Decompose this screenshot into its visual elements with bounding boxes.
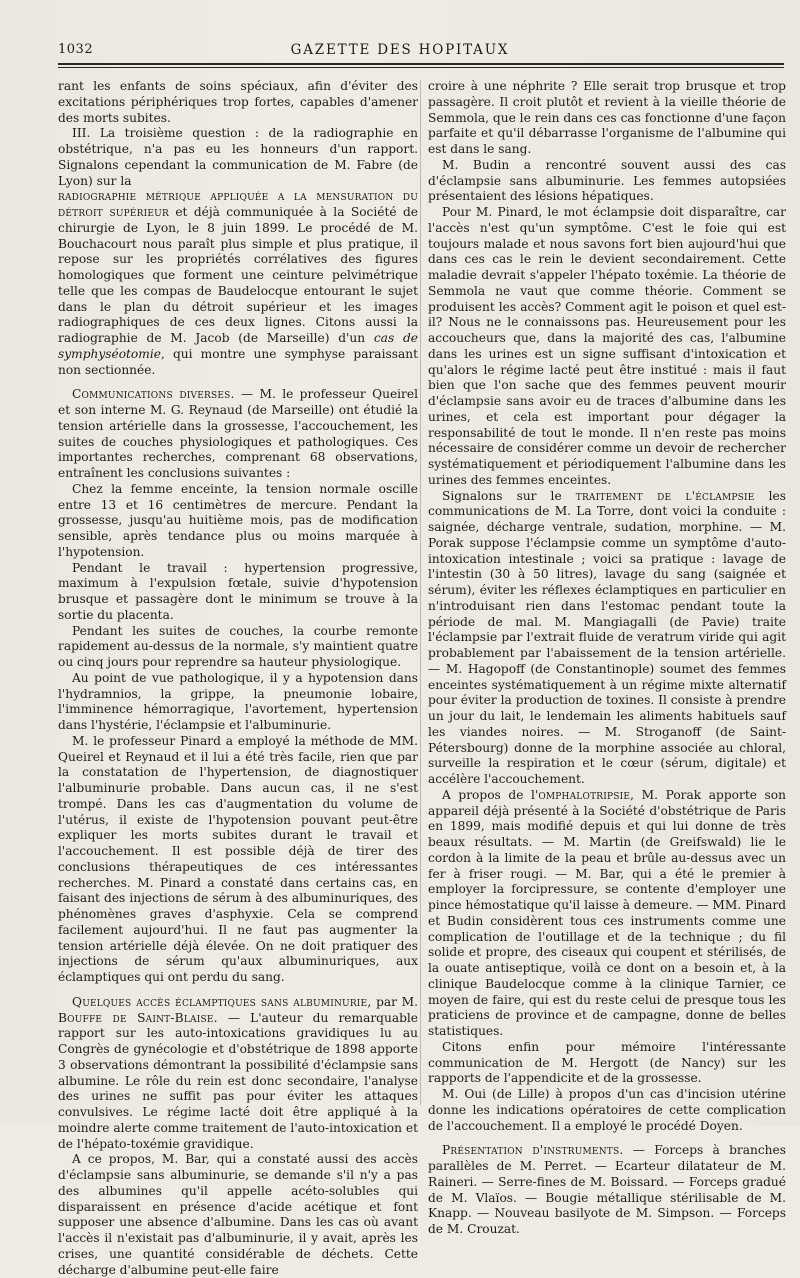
text-run: A propos de l' [442, 787, 539, 802]
text-run: , M. Porak apporte son appareil déjà présenté à la Société d'obstétrique de Paris en 1899, mais modifié depuis et qui lui donne de très beaux résultats. — M. Martin (de Greifswald) lie le cordon à la limite de la peau et brûle au-dessus avec un fer à friser rougi. — M. Bar, qui a été le premier à employer la forcipressure, se contente d'employer une pince hémostatique qu'il laisse à demeure. — MM. Pinard et Budin considèrent tous ces instruments comme une complication de l'outillage et de la technique ; du fil solide et propre, des ciseaux qui coupent et stérilisés, de la ouate antiseptique, voilà ce dont on a besoin et, à la clinique Baudelocque comme à la clinique Tarnier, ce moyen de faire, qui est du reste celui de presque tous les praticiens de province et de campagne, donne de belles statistiques. [428, 787, 786, 1038]
left-column [58, 79, 418, 1278]
header-rule-thick [58, 63, 784, 65]
page-number: 1032 [58, 42, 94, 57]
right-column [428, 79, 786, 1238]
small-caps-heading: Bouffe de Saint-Blaise. [58, 1010, 218, 1025]
small-caps-heading: Communications diverses. [72, 387, 235, 402]
small-caps-heading: Présentation d'instruments. [442, 1143, 624, 1158]
text-run: et déjà communiquée à la Société de chirurgie de Lyon, le 8 juin 1899. Le procédé de M. Bouchacourt nous paraît plus simple et plus pratique, il repose sur les propriétés corrélatives des figures homologiques que forment une ceinture pelvimétrique telle que les compas de Baudelocque entourant le sujet dans le plan du détroit supérieur et les images radiographiques de ces deux lignes. Citons aussi la radiographie de M. Jacob (de Marseille) d'un [58, 205, 418, 345]
text-run: — M. le professeur Queirel et son interne M. G. Reynaud (de Marseille) ont étudié la tension artérielle dans la grossesse, l'accouchement, les suites de couches physiologiques et pathologiques. Ces importantes recherches, comprenant 68 observations, entraînent les conclusions suivantes : [58, 387, 418, 480]
paragraph: M. Oui (de Lille) à propos d'un cas d'incision utérine donne les indications opératoires de cette complication de l'accouchement. Il a employé le procédé Doyen. [428, 1087, 786, 1133]
paragraph: M. Budin a rencontré souvent aussi des cas d'éclampsie sans albuminurie. Les femmes autopsiées présentaient des lésions hépatiques. [428, 157, 786, 204]
paragraph [428, 489, 786, 788]
paragraph [58, 189, 418, 378]
header-rule-thin [58, 67, 784, 68]
paragraph: Chez la femme enceinte, la tension normale oscille entre 13 et 16 centimètres de mercure. Pendant la grossesse, jusqu'au huitième mois, pas de modification sensible, après tendance plus ou moins marquée à l'hypotension. [58, 481, 418, 559]
text-run: , qui montre une symphyse paraissant non sectionnée. [58, 346, 418, 377]
small-caps-heading: radiographie métrique appliquée a la mensuration du détroit supérieur [58, 189, 418, 219]
paragraph [428, 788, 786, 1040]
text-run: — Forceps à branches parallèles de M. Perret. — Ecarteur dilatateur de M. Raineri. — Serre-fines de M. Boissard. — Forceps gradué de M. Vlaïos. — Bougie métallique stérilisable de M. Knapp. — Nouveau basilyote de M. Simpson. — Forceps de M. Crouzat. [428, 1143, 786, 1236]
paragraph: A ce propos, M. Bar, qui a constaté aussi des accès d'éclampsie sans albuminurie, se demande s'il n'y a pas des albumines qu'il appelle acéto-solubles qui disparaissent en présence d'acide acétique et font supposer une absence d'albumine. Dans les cas où avant l'accès il n'existait pas d'albuminurie, il y avait, après les crises, une quantité considérable de déchets. Cette décharge d'albumine peut-elle faire [58, 1152, 418, 1277]
journal-title: GAZETTE DES HOPITAUX [290, 42, 510, 58]
column-divider [420, 80, 421, 1105]
small-caps-heading: omphalotripsie [538, 787, 631, 802]
page-header [0, 40, 800, 60]
paragraph: croire à une néphrite ? Elle serait trop brusque et trop passagère. Il croit plutôt et revient à la vieille théorie de Semmola, que le rein dans ces cas fonctionne d'une façon parfaite et qu'il débarrasse l'organisme de l'albumine qui est dans le sang. [428, 79, 786, 156]
text-run: les communications de M. La Torre, dont voici la conduite : saignée, décharge ventrale, sudation, morphine. — M. Porak suppose l'éclampsie comme un symptôme d'auto-intoxication intestinale ; voici sa pratique : lavage de l'intestin (30 à 50 litres), lavage du sang (saignée et sérum), éviter les réflexes éclamptiques en particulier en n'introduisant rien dans l'estomac pendant toute la période de mal. M. Mangiagalli (de Pavie) traite l'éclampsie par l'extrait fluide de veratrum viride qui agit probablement par l'abaissement de la tension artérielle. — M. Hagopoff (de Constantinople) soumet des femmes enceintes systématiquement à un régime mixte alternatif pour éviter la production de toxines. Il consiste à prendre un jour du lait, le lendemain les aliments habituels sauf les viandes noires. — M. Stroganoff (de Saint-Pétersbourg) donne de la morphine associée au chloral, surveille la respiration et le cœur (sérum, digitale) et accélère l'accouchement. [428, 488, 786, 786]
text-run: par M. [371, 994, 418, 1009]
paragraph: M. le professeur Pinard a employé la méthode de MM. Queirel et Reynaud et il lui a été très facile, rien que par la constatation de l'hypertension, de diagnostiquer l'albuminurie probable. Dans aucun cas, il ne s'est trompé. Dans les cas d'augmentation du volume de l'utérus, il existe de l'hypotension pouvant peut-être expliquer les morts subites durant le travail et l'accouchement. Il est possible déjà de tirer des conclusions thérapeutiques de ces intéressantes recherches. M. Pinard a constaté dans certains cas, en faisant des injections de sérum à des albuminuriques, des phénomènes graves d'asphyxie. Cela se comprend facilement aujourd'hui. Il ne faut pas augmenter la tension artérielle déjà élevée. On ne doit pratiquer des injections de sérum qu'aux albuminuriques, aux éclamptiques qui ont perdu du sang. [58, 733, 418, 984]
paragraph [428, 1143, 786, 1238]
small-caps-heading: traitement de l'éclampsie [575, 488, 755, 503]
paragraph: Citons enfin pour mémoire l'intéressante communication de M. Hergott (de Nancy) sur les rapports de l'appendicite et de la grossesse. [428, 1039, 786, 1086]
text-run: Signalons sur le [442, 488, 576, 503]
paragraph: Pendant les suites de couches, la courbe remonte rapidement au-dessus de la normale, s'y maintient quatre ou cinq jours pour reprendre sa hauteur physiologique. [58, 623, 418, 669]
small-caps-heading: Quelques accès éclamptiques sans albuminurie, [72, 994, 372, 1009]
paragraph: Pour M. Pinard, le mot éclampsie doit disparaître, car l'accès n'est qu'un symptôme. C'est le foie qui est toujours malade et nous savons fort bien aujourd'hui que dans ces cas le rein le devient secondairement. Cette maladie devrait s'appeler l'hépato toxémie. La théorie de Semmola ne vaut que comme théorie. Comment se produisent les accès? Comment agit le poison et quel est-il? Nous ne le connaissons pas. Heureusement pour les accoucheurs que, dans la majorité des cas, l'albumine dans les urines est un signe suffisant d'intoxication et qu'alors le régime lacté peut être institué : mais il faut bien que l'on sache que des femmes peuvent mourir d'éclampsie sans avoir eu de traces d'albumine dans les urines, et cela est important pour dégager la responsabilité de tout le monde. Il n'en reste pas moins nécessaire de considérer comme un devoir de rechercher systématiquement et périodiquement l'albumine dans les urines des femmes enceintes. [428, 205, 786, 487]
text-run: — L'auteur du remarquable rapport sur les auto-intoxications gravidiques lu au Congrès de gynécologie et d'obstétrique de 1898 apporte 3 observations démontrant la possibilité d'éclampsie sans albumine. Le rôle du rein est donc secondaire, l'analyse des urines ne suffit pas pour éviter les attaques convulsives. Le régime lacté doit être appliqué à la moindre alerte comme traitement de l'auto-intoxication et de l'hépato-toxémie gravidique. [58, 1010, 418, 1151]
paragraph: rant les enfants de soins spéciaux, afin d'éviter des excitations périphériques trop fortes, capables d'amener des morts subites. [58, 79, 418, 125]
paragraph: Pendant le travail : hypertension progressive, maximum à l'expulsion fœtale, suivie d'hypotension brusque et passagère dont le minimum se trouve à la sortie du placenta. [58, 560, 418, 622]
paragraph [58, 387, 418, 482]
paragraph: III. La troisième question : de la radiographie en obstétrique, n'a pas eu les honneurs d'un rapport. Signalons cependant la communication de M. Fabre (de Lyon) sur la [58, 126, 418, 188]
italic-text: cas de symphyséotomie [58, 331, 418, 361]
paragraph: Au point de vue pathologique, il y a hypotension dans l'hydramnios, la grippe, la pneumonie lobaire, l'imminence hémorragique, l'avortement, hypertension dans l'hystérie, l'éclampsie et l'albuminurie. [58, 670, 418, 732]
paragraph [58, 995, 418, 1153]
